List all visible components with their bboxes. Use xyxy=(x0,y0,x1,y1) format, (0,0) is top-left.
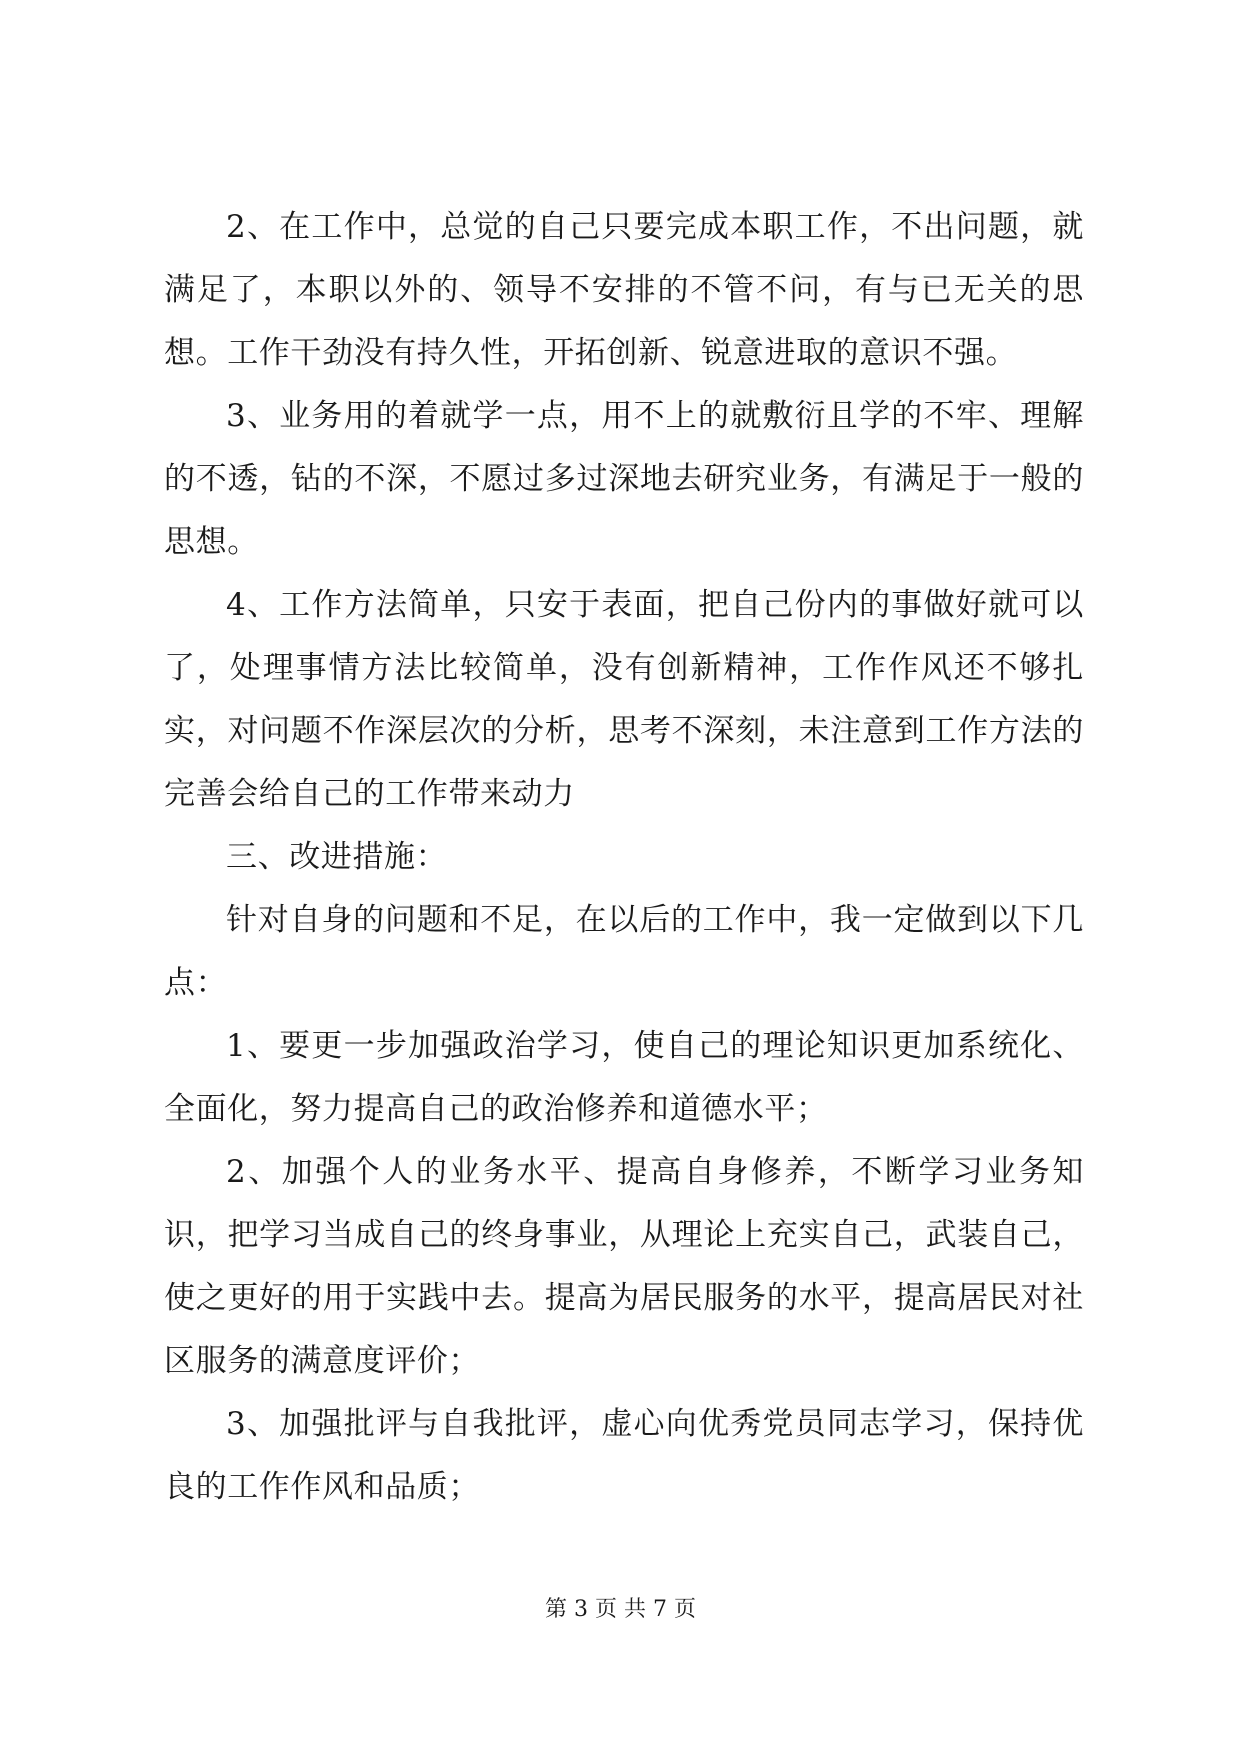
measure-item-3: 3、加强批评与自我批评，虚心向优秀党员同志学习，保持优良的工作作风和品质； xyxy=(164,1406,1084,1505)
paragraph-item-4-method: 4、工作方法简单，只安于表面，把自己份内的事做好就可以了，处理事情方法比较简单，没有创新精神，工作作风还不够扎实，对问题不作深层次的分析，思考不深刻，未注意到工作方法的完善会给自己的工作带来动力 xyxy=(164,587,1084,812)
page-number-label: 第 3 页 共 7 页 xyxy=(545,1597,696,1622)
paragraph-item-2-satisfaction: 2、在工作中，总觉的自己只要完成本职工作，不出问题，就满足了，本职以外的、领导不安排的不管不问，有与已无关的思想。工作干劲没有持久性，开拓创新、锐意进取的意识不强。 xyxy=(164,209,1084,371)
paragraph-item-3-study: 3、业务用的着就学一点，用不上的就敷衍且学的不牢、理解的不透，钻的不深，不愿过多过深地去研究业务，有满足于一般的思想。 xyxy=(164,398,1084,560)
document-body xyxy=(164,196,1084,1519)
page-footer xyxy=(0,1595,1241,1625)
paragraph-intro-measures: 针对自身的问题和不足，在以后的工作中，我一定做到以下几点： xyxy=(164,902,1084,1001)
measure-item-2: 2、加强个人的业务水平、提高自身修养，不断学习业务知识，把学习当成自己的终身事业，从理论上充实自己，武装自己，使之更好的用于实践中去。提高为居民服务的水平，提高居民对社区服务的满意度评价； xyxy=(164,1154,1084,1379)
section-heading-improvement: 三、改进措施： xyxy=(226,839,448,875)
measure-item-1: 1、要更一步加强政治学习，使自己的理论知识更加系统化、全面化，努力提高自己的政治修养和道德水平； xyxy=(164,1028,1084,1127)
